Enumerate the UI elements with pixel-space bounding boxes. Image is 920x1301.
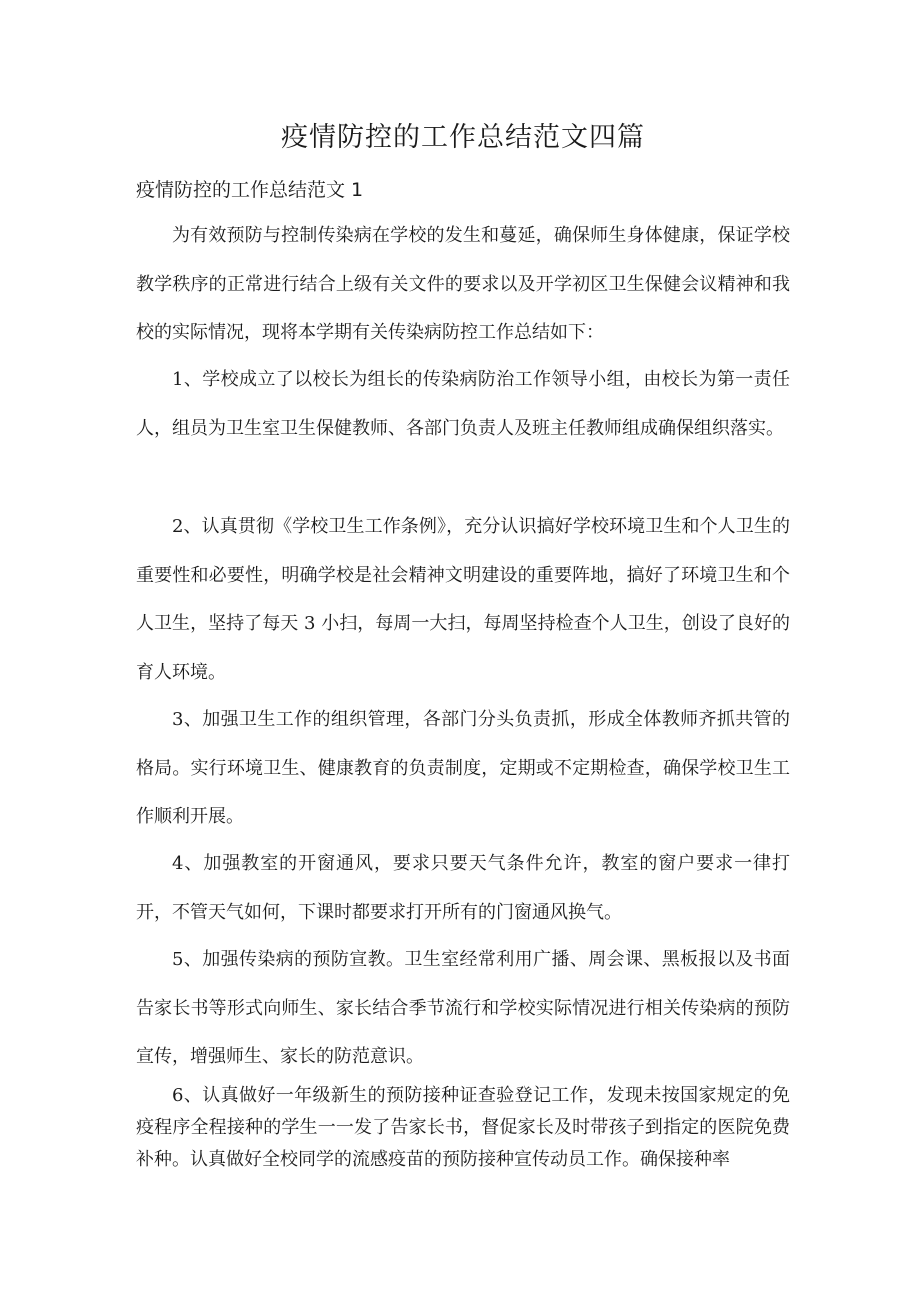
paragraph-item-1: 1、学校成立了以校长为组长的传染病防治工作领导小组，由校长为第一责任人，组员为卫生室卫生保健教师、各部门负责人及班主任教师组成确保组织落实。 xyxy=(136,369,790,439)
paragraph-item-2: 2、认真贯彻《学校卫生工作条例》，充分认识搞好学校环境卫生和个人卫生的重要性和必要性，明确学校是社会精神文明建设的重要阵地，搞好了环境卫生和个人卫生，坚持了每天 3 小扫，每周一大扫，每周坚持检查个人卫生，创设了良好的育人环境。 xyxy=(136,516,790,683)
paragraph-item-5: 5、加强传染病的预防宣教。卫生室经常利用广播、周会课、黑板报以及书面告家长书等形式向师生、家长结合季节流行和学校实际情况进行相关传染病的预防宣传，增强师生、家长的防范意识。 xyxy=(136,949,790,1067)
paragraph-item-4: 4、加强教室的开窗通风，要求只要天气条件允许，教室的窗户要求一律打开，不管天气如何，下课时都要求打开所有的门窗通风换气。 xyxy=(136,853,790,923)
document-title: 疫情防控的工作总结范文四篇 xyxy=(281,122,645,153)
section-heading: 疫情防控的工作总结范文 1 xyxy=(136,179,364,201)
paragraph-item-6: 6、认真做好一年级新生的预防接种证查验登记工作，发现未按国家规定的免疫程序全程接种的学生一一发了告家长书，督促家长及时带孩子到指定的医院免费补种。认真做好全校同学的流感疫苗的预防接种宣传动员工作。确保接种率 xyxy=(136,1085,790,1170)
paragraph-intro: 为有效预防与控制传染病在学校的发生和蔓延，确保师生身体健康，保证学校教学秩序的正常进行结合上级有关文件的要求以及开学初区卫生保健会议精神和我校的实际情况，现将本学期有关传染病防控工作总结如下： xyxy=(136,225,790,343)
paragraph-item-3: 3、加强卫生工作的组织管理，各部门分头负责抓，形成全体教师齐抓共管的格局。实行环境卫生、健康教育的负责制度，定期或不定期检查，确保学校卫生工作顺利开展。 xyxy=(136,709,790,827)
